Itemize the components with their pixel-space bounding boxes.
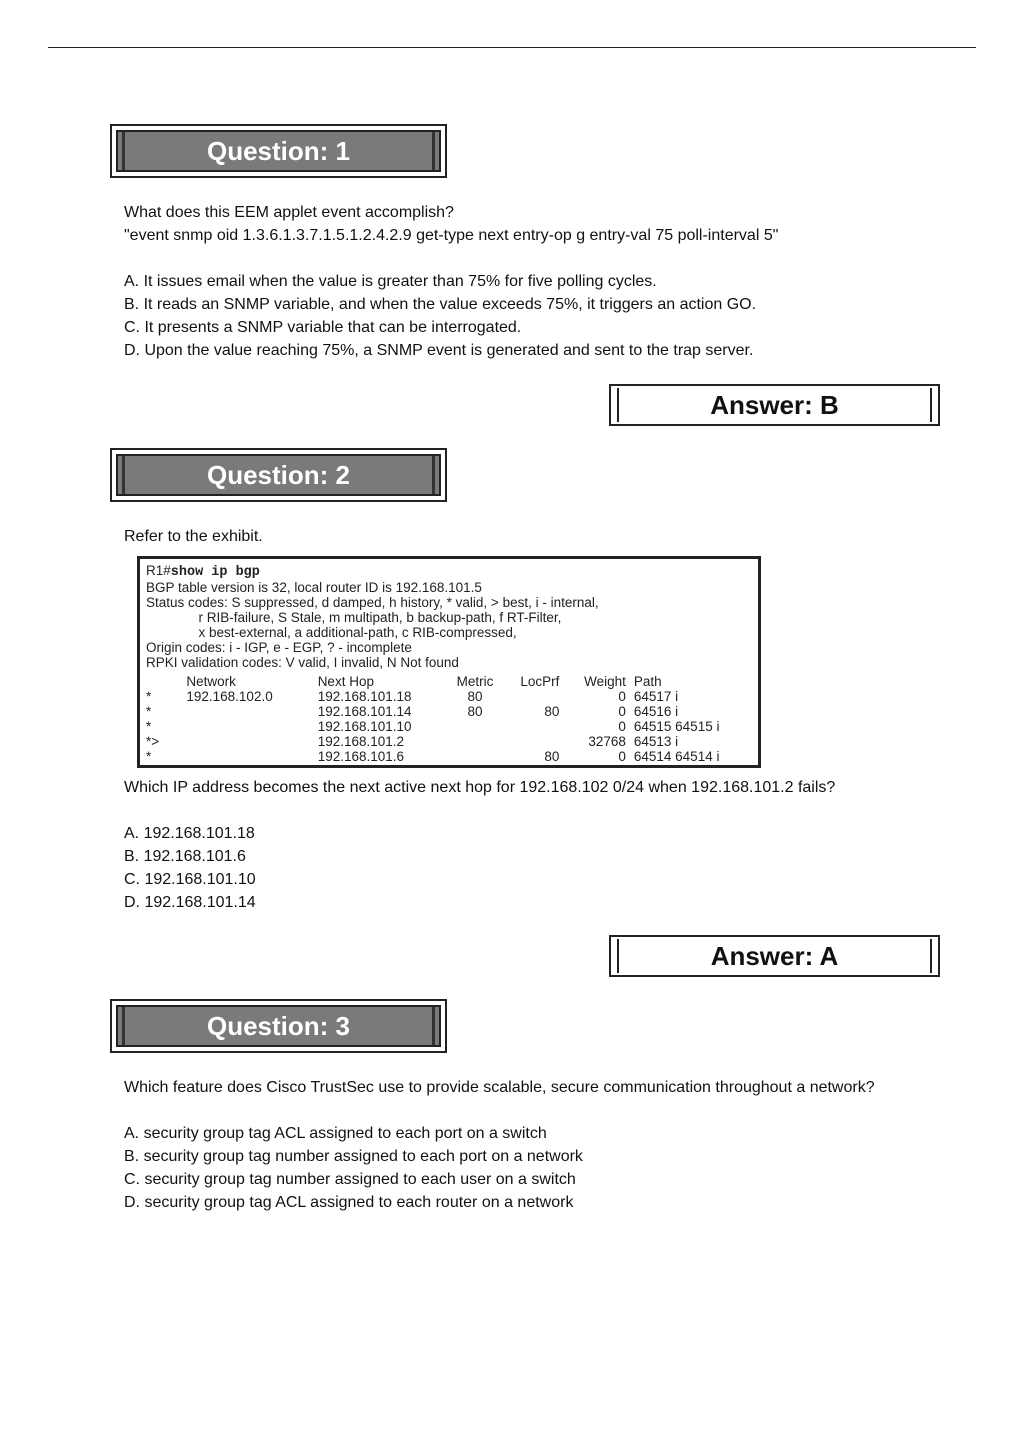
row-path: 64515 64515 i (633, 719, 720, 734)
exhibit-line-6: RPKI validation codes: V valid, I invalid, N Not found (146, 655, 459, 670)
bgp-exhibit (137, 556, 761, 768)
exhibit-command: show ip bgp (170, 565, 260, 580)
row-next-hop: 192.168.101.10 (317, 719, 412, 734)
row-next-hop: 192.168.101.18 (317, 689, 412, 704)
row-locprf (502, 719, 559, 734)
row-locprf (502, 734, 559, 749)
row-weight: 32768 (588, 734, 626, 749)
table-row (146, 704, 752, 719)
row-metric (448, 719, 503, 734)
question-1-prompt-line-1: What does this EEM applet event accomplish? (124, 204, 454, 221)
row-metric (448, 749, 503, 764)
row-weight: 0 (618, 749, 626, 764)
question-3-option-b: B. security group tag number assigned to each port on a network (124, 1148, 583, 1165)
table-row (146, 734, 752, 749)
row-next-hop: 192.168.101.2 (317, 734, 405, 749)
answer-1-box (609, 384, 940, 426)
header-rule (48, 47, 976, 48)
row-metric (448, 734, 503, 749)
row-metric: 80 (467, 704, 483, 719)
row-next-hop: 192.168.101.6 (317, 749, 405, 764)
row-network: 192.168.102.0 (186, 689, 273, 704)
header-next-hop: Next Hop (317, 674, 374, 689)
table-row (146, 719, 752, 734)
row-metric: 80 (467, 689, 483, 704)
header-path: Path (633, 674, 662, 689)
row-locprf: 80 (544, 749, 560, 764)
question-2-banner (110, 448, 447, 502)
exhibit-line-3: r RIB-failure, S Stale, m multipath, b backup-path, f RT-Filter, (146, 610, 562, 625)
row-path: 64513 i (633, 734, 679, 749)
question-1-option-b: B. It reads an SNMP variable, and when the value exceeds 75%, it triggers an action GO. (124, 296, 757, 313)
row-locprf (502, 689, 559, 704)
row-weight: 0 (618, 689, 626, 704)
row-status: *> (146, 734, 160, 749)
question-2-intro-text: Refer to the exhibit. (124, 528, 263, 545)
question-2-option-d: D. 192.168.101.14 (124, 894, 256, 911)
exhibit-prompt: R1# (146, 563, 171, 578)
row-network (186, 749, 317, 764)
table-row (146, 749, 752, 764)
question-1-banner (110, 124, 447, 178)
row-status: * (146, 704, 152, 719)
row-weight: 0 (618, 704, 626, 719)
bgp-table-header (146, 674, 752, 689)
question-3-title: Question: 3 (116, 1005, 441, 1047)
question-2-title: Question: 2 (116, 454, 441, 496)
question-1-body (124, 201, 914, 362)
bgp-table (146, 674, 752, 764)
row-status: * (146, 749, 152, 764)
row-status: * (146, 719, 152, 734)
row-locprf: 80 (544, 704, 560, 719)
exhibit-line-5: Origin codes: i - IGP, e - EGP, ? - incomplete (146, 640, 412, 655)
row-status: * (146, 689, 152, 704)
question-2-prompt: Which IP address becomes the next active next hop for 192.168.102 0/24 when 192.168.101.2 fails? (124, 779, 836, 796)
question-2-option-a: A. 192.168.101.18 (124, 825, 255, 842)
question-3-option-c: C. security group tag number assigned to each user on a switch (124, 1171, 576, 1188)
question-1-prompt-line-2: "event snmp oid 1.3.6.1.3.7.1.5.1.2.4.2.9 get-type next entry-op g entry-val 75 poll-interval 5" (124, 227, 779, 244)
question-1-option-c: C. It presents a SNMP variable that can be interrogated. (124, 319, 522, 336)
question-3-body (124, 1076, 884, 1214)
table-row (146, 689, 752, 704)
row-weight: 0 (618, 719, 626, 734)
exhibit-command-line (146, 563, 752, 580)
row-path: 64516 i (633, 704, 679, 719)
row-next-hop: 192.168.101.14 (317, 704, 412, 719)
row-network (186, 734, 317, 749)
exhibit-line-1: BGP table version is 32, local router ID is 192.168.101.5 (146, 580, 482, 595)
question-3-banner (110, 999, 447, 1053)
answer-2-label: Answer: A (617, 939, 932, 973)
header-network: Network (186, 674, 236, 689)
question-1-title: Question: 1 (116, 130, 441, 172)
question-3-prompt: Which feature does Cisco TrustSec use to provide scalable, secure communication throughout a network? (124, 1079, 875, 1096)
row-path: 64514 64514 i (633, 749, 720, 764)
question-2-option-c: C. 192.168.101.10 (124, 871, 256, 888)
header-weight: Weight (584, 674, 626, 689)
header-status (146, 674, 186, 689)
exhibit-line-4: x best-external, a additional-path, c RIB-compressed, (146, 625, 517, 640)
question-1-option-d: D. Upon the value reaching 75%, a SNMP event is generated and sent to the trap server. (124, 342, 754, 359)
row-network (186, 704, 317, 719)
header-metric: Metric (456, 674, 494, 689)
question-2-option-b: B. 192.168.101.6 (124, 848, 246, 865)
header-locprf: LocPrf (520, 674, 560, 689)
question-3-option-a: A. security group tag ACL assigned to each port on a switch (124, 1125, 547, 1142)
exhibit-line-2: Status codes: S suppressed, d damped, h history, * valid, > best, i - internal, (146, 595, 599, 610)
question-3-option-d: D. security group tag ACL assigned to each router on a network (124, 1194, 574, 1211)
question-1-option-a: A. It issues email when the value is greater than 75% for five polling cycles. (124, 273, 657, 290)
answer-2-box (609, 935, 940, 977)
question-2-intro (124, 525, 914, 548)
row-network (186, 719, 317, 734)
answer-1-label: Answer: B (617, 388, 932, 422)
row-path: 64517 i (633, 689, 679, 704)
question-2-body (124, 776, 914, 914)
